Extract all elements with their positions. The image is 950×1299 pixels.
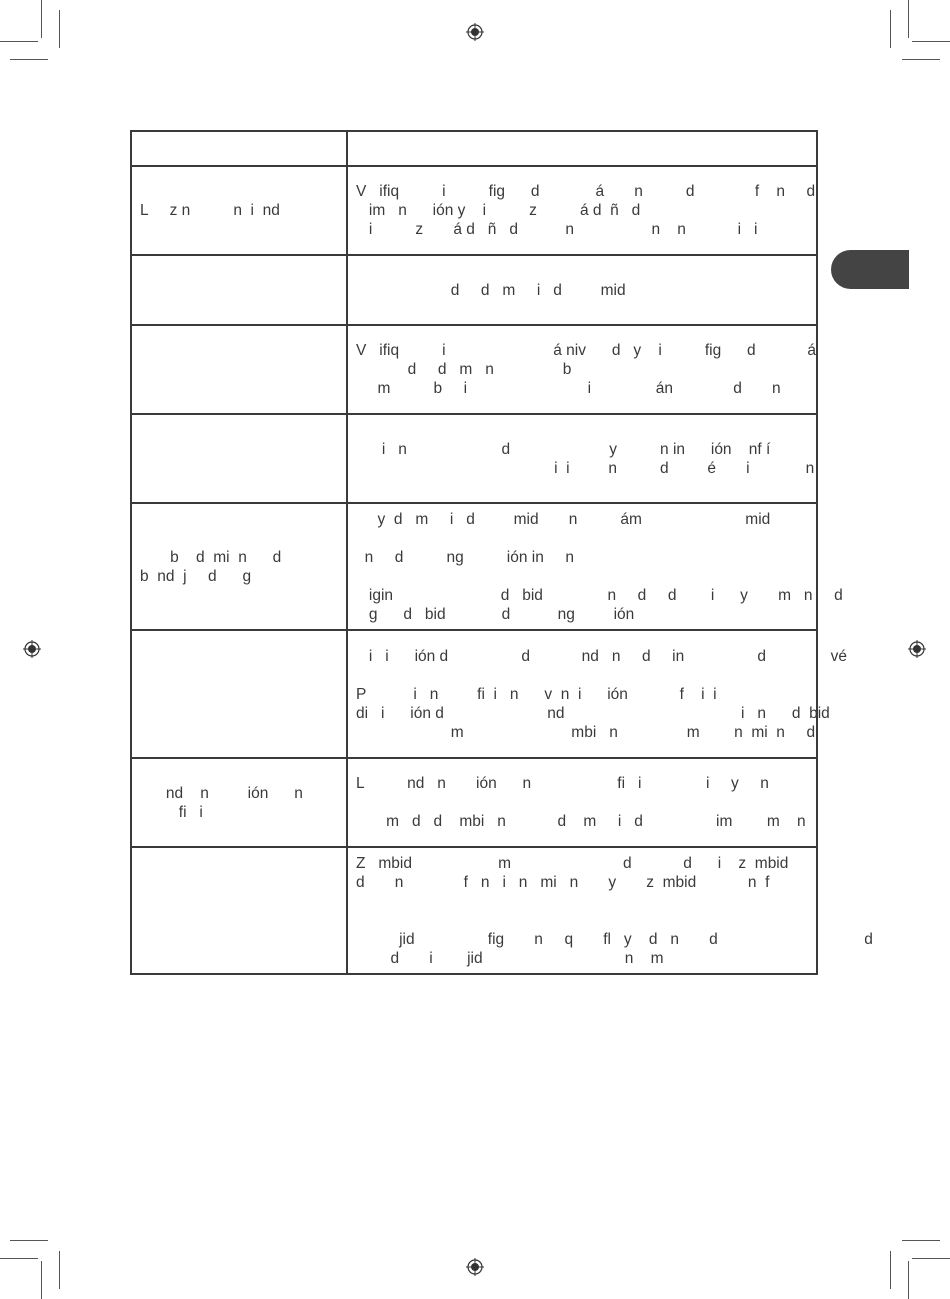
problem-text: b nd j d g [140,567,252,585]
registration-mark-icon [466,1258,484,1276]
solution-text: im n ión y i z á d ñ d [356,202,641,219]
solution-text: d d m n b [356,361,572,378]
solution-text: y d m i d mid n ám mid [356,510,771,528]
solution-text: i i n d é i n [356,459,815,477]
solution-text: P i n fi i n v n i ión f i i [356,685,717,703]
crop-mark [908,1261,909,1299]
solution-cell [347,758,817,847]
crop-mark [912,41,950,42]
table-row [131,414,817,503]
problem-cell [131,166,347,255]
table-row [131,758,817,847]
crop-mark [902,1240,940,1241]
problem-text: nd n ión n [140,784,303,802]
solution-text: i n d y n in ión nf í [356,440,771,458]
table-row [131,847,817,974]
crop-mark [10,59,48,60]
solution-text: d n f n i n mi n y z mbid n f [356,873,770,891]
crop-mark [41,1261,42,1299]
solution-text: i i ión d d nd n d in d vé [356,647,848,665]
solution-cell [347,255,817,325]
solution-cell [347,847,873,974]
solution-text: g d bid d ng ión [356,605,635,623]
problem-header-cell [131,131,347,166]
problem-text: L z n n i nd [140,202,280,219]
solution-text: n d ng ión in n [356,548,574,566]
table-row [131,630,817,758]
solution-cell [347,630,848,758]
crop-mark [908,0,909,38]
crop-mark [912,1258,950,1259]
solution-text: d d m i d mid [356,281,626,299]
solution-text: m mbi n m n mi n d [356,723,816,741]
registration-mark-icon [466,23,484,41]
problem-cell [131,630,347,758]
solution-cell [347,325,817,414]
solution-text: V ifiq i fig d á n d f n d [356,183,816,200]
table-row [131,503,817,630]
solution-text: V ifiq i á niv d y i fig d á [356,342,816,359]
problem-cell [131,414,347,503]
problem-cell [131,758,347,847]
solution-text: di i ión d nd i n d bid [356,704,830,722]
registration-mark-icon [908,640,926,658]
solution-text: m d d mbi n d m i d im m n [356,813,806,830]
table-header-row [131,131,817,166]
crop-mark [890,10,891,48]
crop-mark [0,1258,38,1259]
solution-text: m b i i án d n [356,380,781,397]
table-row [131,166,817,255]
solution-header-cell [347,131,817,166]
crop-mark [890,1251,891,1289]
solution-text: jid fig n q fl y d n d d [356,930,873,948]
solution-text: Z mbid m d d i z mbid [356,854,789,872]
crop-mark [59,10,60,48]
crop-mark [41,0,42,38]
crop-mark [902,59,940,60]
solution-cell [347,166,817,255]
problem-text: b d mi n d [140,548,282,566]
table-row [131,255,817,325]
problem-cell [131,847,347,974]
crop-mark [59,1251,60,1289]
solution-text: igin d bid n d d i y m n d [356,586,843,604]
problem-cell [131,255,347,325]
solution-text: i z á d ñ d n n n i i [356,221,758,238]
registration-mark-icon [23,640,41,658]
problem-cell [131,325,347,414]
solution-cell [347,503,843,630]
table-row [131,325,817,414]
solution-text: d i jid n m [356,949,664,967]
solution-cell [347,414,817,503]
solution-text: L nd n ión n fi i i y n [356,775,769,792]
problem-text: fi i [140,803,203,821]
crop-mark [10,1240,48,1241]
language-tab [831,250,909,289]
crop-mark [0,41,38,42]
troubleshooting-table [130,130,873,975]
problem-cell [131,503,347,630]
